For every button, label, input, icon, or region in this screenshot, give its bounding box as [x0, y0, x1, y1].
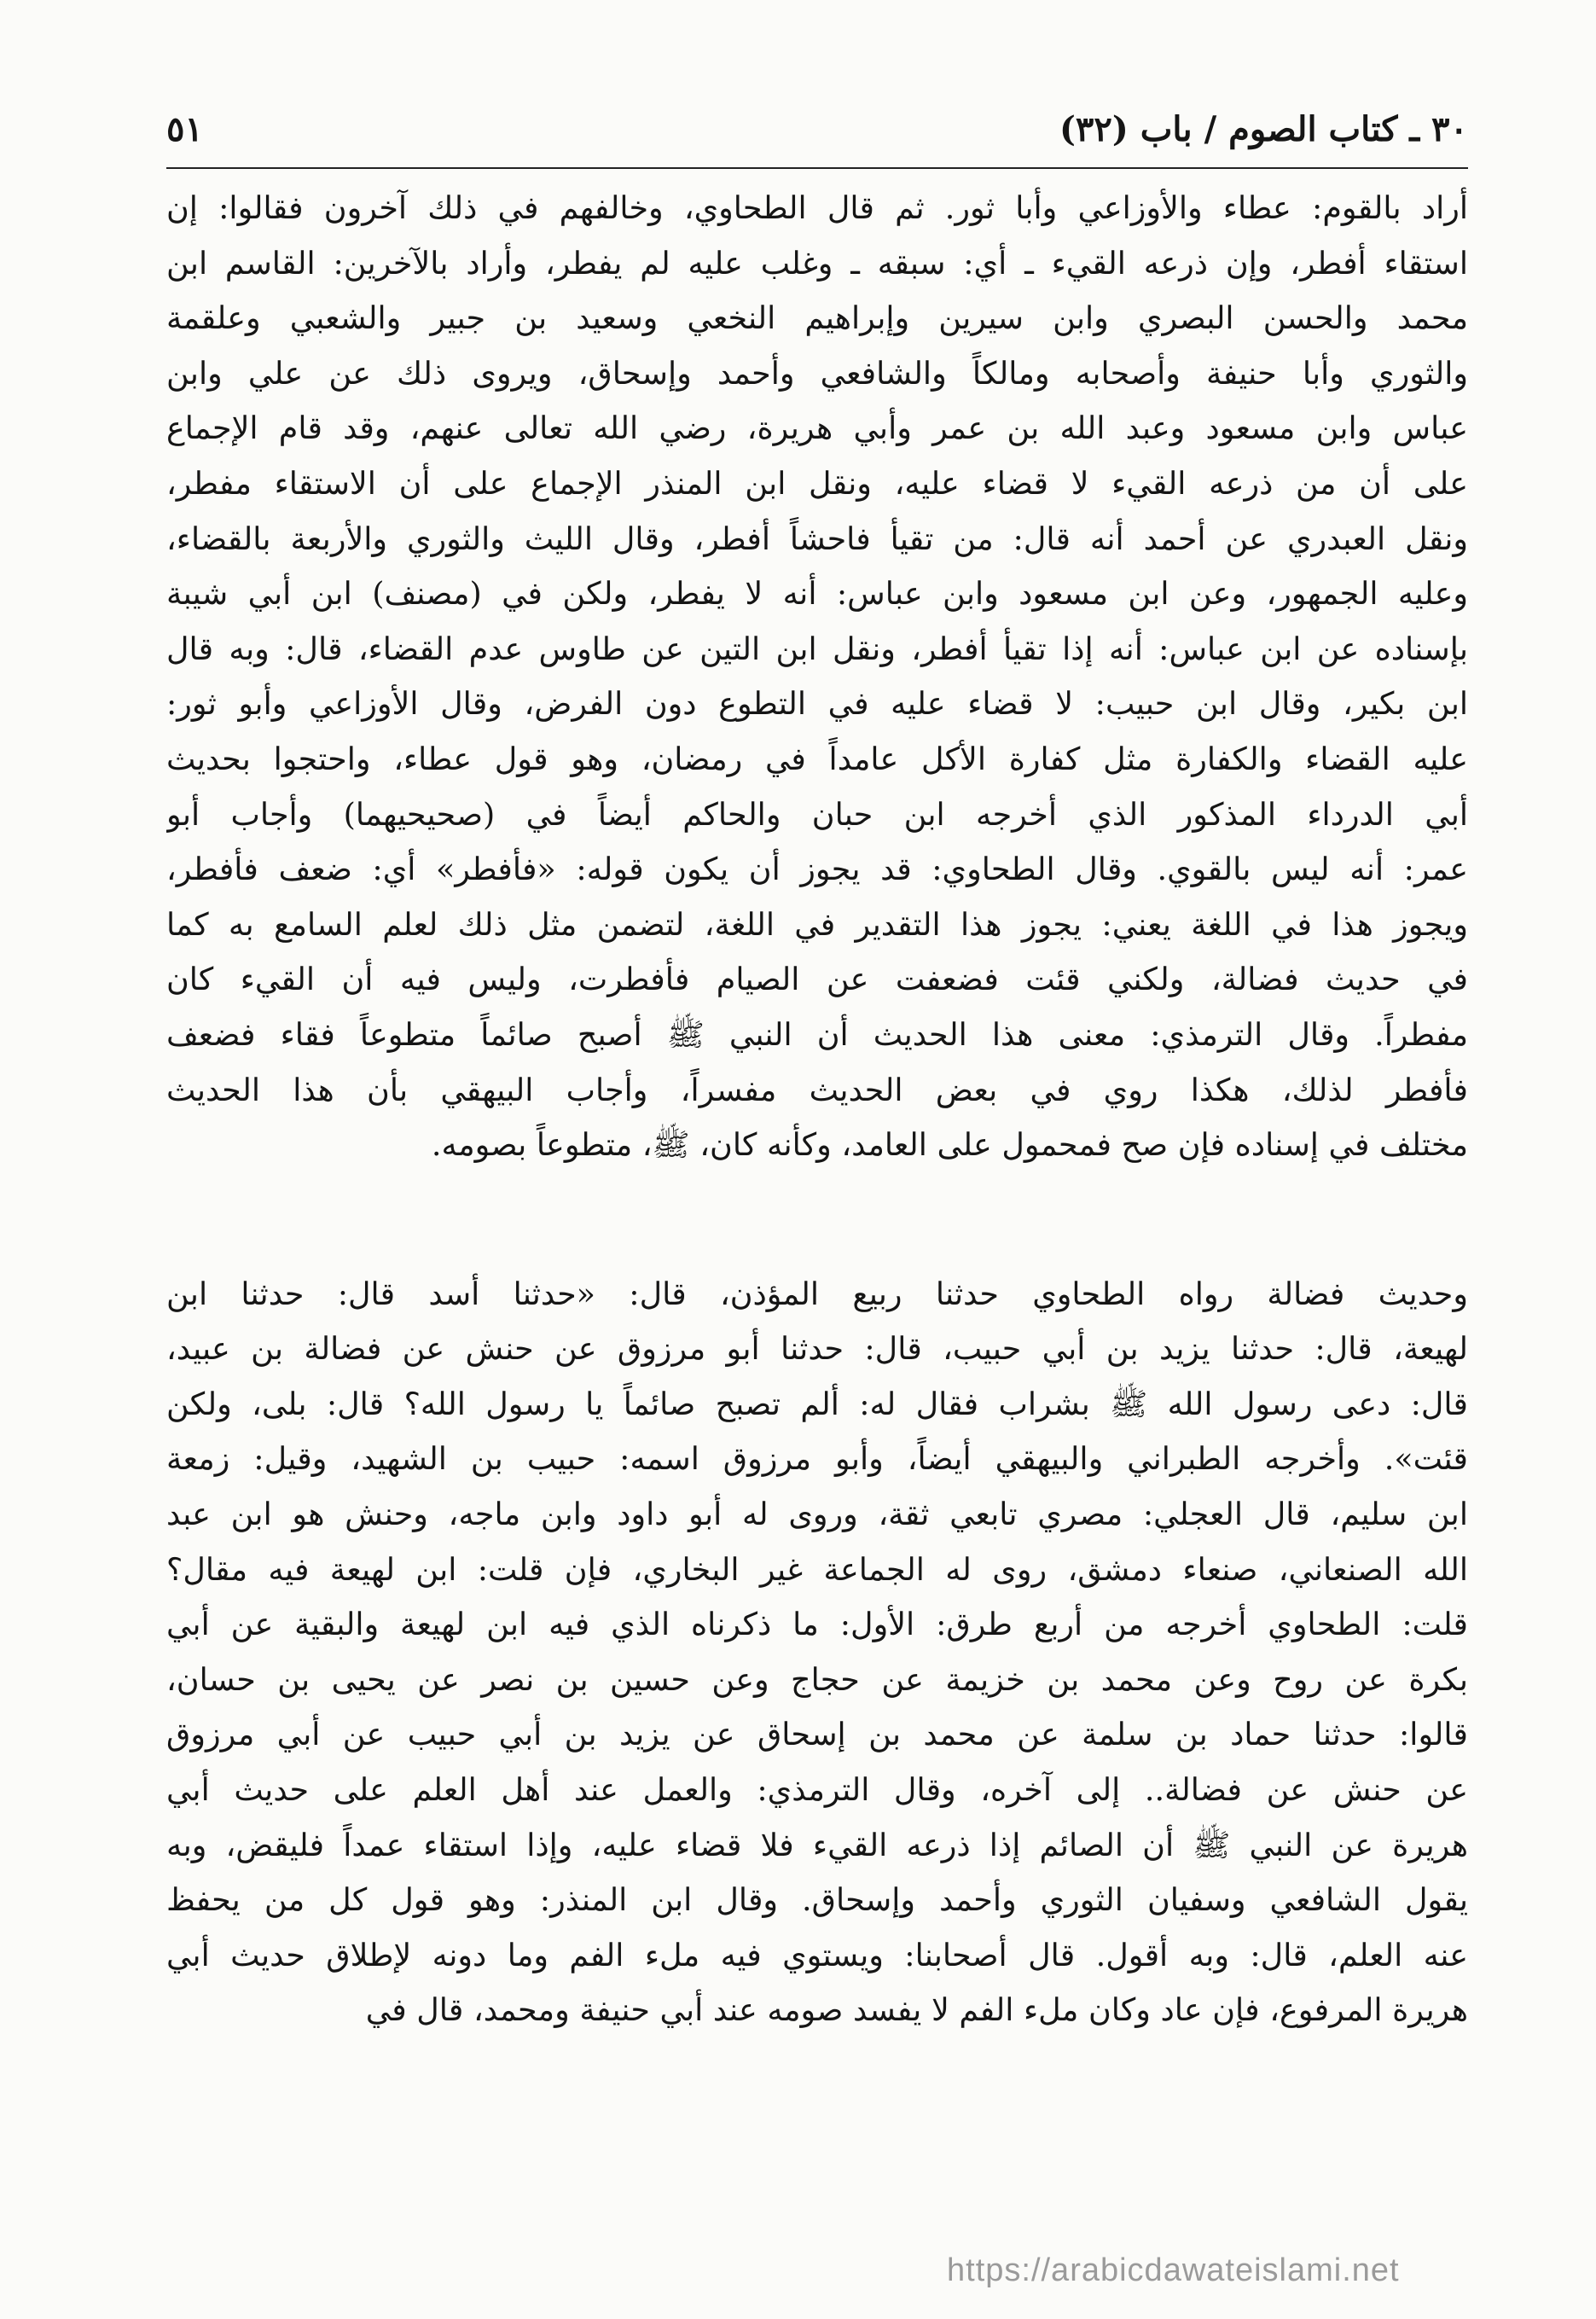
text-line: يقول الشافعي وسفيان الثوري وأحمد وإسحاق. وقال ابن المنذر: وهو قول كل من يحفظ	[166, 1881, 1468, 1919]
text-line: مفطراً. وقال الترمذي: معنى هذا الحديث أن النبي ﷺ أصبح صائماً متطوعاً فقاء فضعف	[166, 1015, 1468, 1053]
text-line: قلت: الطحاوي أخرجه من أربع طرق: الأول: ما ذكرناه الذي فيه ابن لهيعة والبقية عن أبي	[166, 1606, 1468, 1643]
text-line: قال: دعى رسول الله ﷺ بشراب فقال له: ألم تصبح صائماً يا رسول الله؟ قال: بلى، ولكن	[166, 1385, 1468, 1422]
paragraph-gap	[166, 1173, 1468, 1267]
text-line: وحديث فضالة رواه الطحاوي حدثنا ربيع المؤذن، قال: «حدثنا أسد قال: حدثنا ابن	[166, 1275, 1468, 1312]
running-title: ٣٠ ـ كتاب الصوم / باب (٣٢)	[1059, 109, 1468, 149]
page-header	[166, 104, 1468, 164]
page-number: ٥١	[166, 109, 203, 149]
text-line: عليه القضاء والكفارة مثل كفارة الأكل عامداً في رمضان، وهو قول عطاء، واحتجوا بحديث	[166, 740, 1468, 777]
text-line: أراد بالقوم: عطاء والأوزاعي وأبا ثور. ثم قال الطحاوي، وخالفهم في ذلك آخرون فقالوا: إن	[166, 189, 1468, 226]
paragraph	[166, 181, 1468, 1173]
paragraph	[166, 1267, 1468, 2038]
page-body	[166, 181, 1468, 2038]
text-line: بكرة عن روح وعن محمد بن خزيمة عن حجاج وعن حسين بن نصر عن يحيى بن حسان،	[166, 1660, 1468, 1698]
watermark-url: https://arabicdawateislami.net	[947, 2252, 1400, 2288]
text-line: وعليه الجمهور، وعن ابن مسعود وابن عباس: أنه لا يفطر، ولكن في (مصنف) ابن أبي شيبة	[166, 575, 1468, 613]
text-line: عنه العلم، قال: وبه أقول. قال أصحابنا: ويستوي فيه ملء الفم وما دونه لإطلاق حديث أبي	[166, 1936, 1468, 1973]
text-line: أبي الدرداء المذكور الذي أخرجه ابن حبان والحاكم أيضاً في (صحيحيهما) وأجاب أبو	[166, 795, 1468, 833]
text-line: في حديث فضالة، ولكني قئت فضعفت عن الصيام فأفطرت، وليس فيه أن القيء كان	[166, 961, 1468, 998]
text-line: قالوا: حدثنا حماد بن سلمة عن محمد بن إسحاق عن يزيد بن أبي حبيب عن أبي مرزوق	[166, 1716, 1468, 1753]
text-line: عمر: أنه ليس بالقوي. وقال الطحاوي: قد يجوز أن يكون قوله: «فأفطر» أي: ضعف فأفطر،	[166, 851, 1468, 888]
text-line: عن حنش عن فضالة.. إلى آخره، وقال الترمذي: والعمل عند أهل العلم على حديث أبي	[166, 1771, 1468, 1809]
text-line: فأفطر لذلك، هكذا روي في بعض الحديث مفسراً، وأجاب البيهقي بأن هذا الحديث	[166, 1071, 1468, 1108]
text-line: استقاء أفطر، وإن ذرعه القيء ـ أي: سبقه ـ وغلب عليه لم يفطر، وأراد بالآخرين: القاسم ابن	[166, 244, 1468, 282]
text-line: قئت». وأخرجه الطبراني والبيهقي أيضاً، وأبو مرزوق اسمه: حبيب بن الشهيد، وقيل: زمعة	[166, 1440, 1468, 1478]
text-line: على أن من ذرعه القيء لا قضاء عليه، ونقل ابن المنذر الإجماع على أن الاستقاء مفطر،	[166, 464, 1468, 502]
text-line: الله الصنعاني، صنعاء دمشق، روى له الجماعة غير البخاري، فإن قلت: ابن لهيعة فيه مقال؟	[166, 1550, 1468, 1588]
text-line: والثوري وأبا حنيفة وأصحابه ومالكاً والشافعي وأحمد وإسحاق، ويروى ذلك عن علي وابن	[166, 354, 1468, 392]
text-line: مختلف في إسناده فإن صح فمحمول على العامد، وكأنه كان، ﷺ، متطوعاً بصومه.	[431, 1126, 1468, 1164]
header-divider	[166, 167, 1468, 169]
text-line: ابن سليم، قال العجلي: مصري تابعي ثقة، وروى له أبو داود وابن ماجه، وحنش هو ابن عبد	[166, 1496, 1468, 1533]
text-line: محمد والحسن البصري وابن سيرين وإبراهيم النخعي وسعيد بن جبير والشعبي وعلقمة	[166, 299, 1468, 337]
text-line: عباس وابن مسعود وعبد الله بن عمر وأبي هريرة، رضي الله تعالى عنهم، وقد قام الإجماع	[166, 410, 1468, 447]
text-line: ويجوز هذا في اللغة يعني: يجوز هذا التقدير في اللغة، لتضمن مثل ذلك لعلم السامع به كما	[166, 905, 1468, 943]
text-line: ونقل العبدري عن أحمد أنه قال: من تقيأ فاحشاً أفطر، وقال الليث والثوري والأربعة بالقضاء،	[166, 520, 1468, 557]
text-line: هريرة عن النبي ﷺ أن الصائم إذا ذرعه القيء فلا قضاء عليه، وإذا استقاء عمداً فليقض، وبه	[166, 1826, 1468, 1863]
text-line: بإسناده عن ابن عباس: أنه إذا تقيأ أفطر، ونقل ابن التين عن طاوس عدم القضاء، قال: وبه قال	[166, 630, 1468, 667]
text-line: لهيعة، قال: حدثنا يزيد بن أبي حبيب، قال: حدثنا أبو مرزوق عن حنش عن فضالة بن عبيد،	[166, 1330, 1468, 1368]
text-line: هريرة المرفوع، فإن عاد وكان ملء الفم لا يفسد صومه عند أبي حنيفة ومحمد، قال في	[365, 1991, 1468, 2029]
text-line: ابن بكير، وقال ابن حبيب: لا قضاء عليه في التطوع دون الفرض، وقال الأوزاعي وأبو ثور:	[166, 685, 1468, 723]
